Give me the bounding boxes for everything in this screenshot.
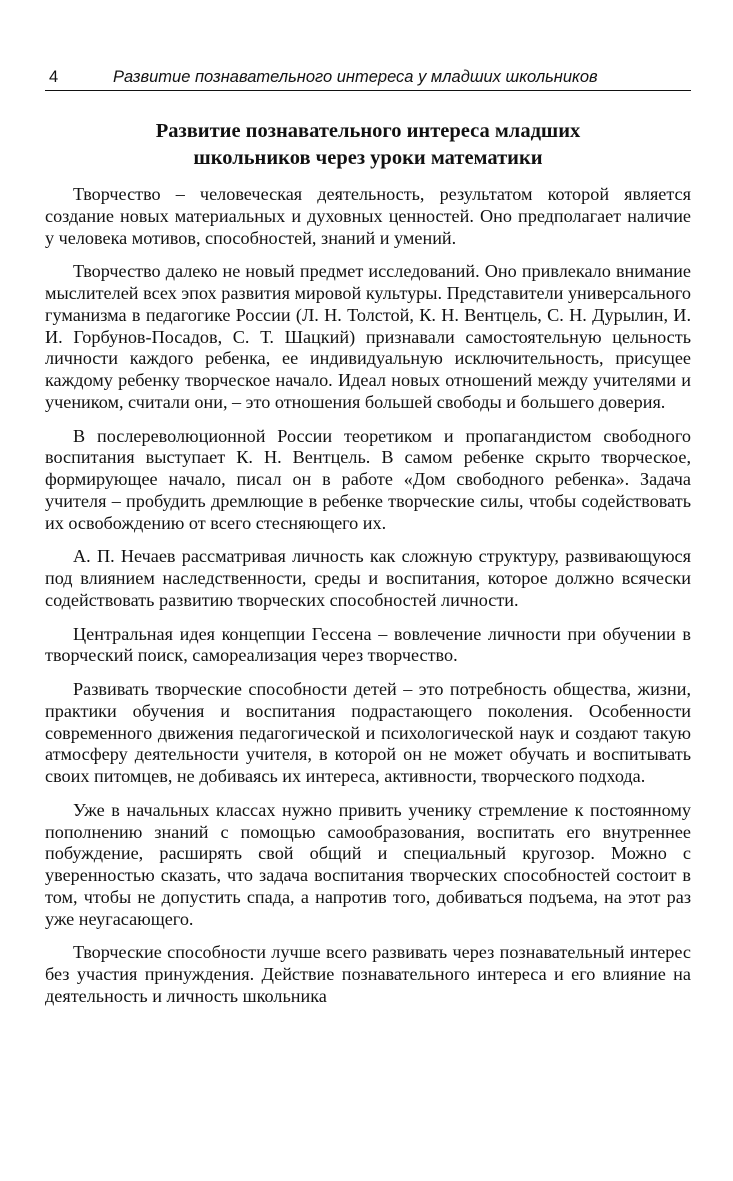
article-title [45, 118, 691, 172]
article-title-line-1: Развитие познавательного интереса младших [155, 120, 581, 142]
paragraph-4: А. П. Нечаев рассматривая личность как сложную структуру, развивающуюся под влиянием наследственности, среды и воспитания, которое должно всячески содействовать развитию творческих способностей личности. [45, 546, 691, 610]
paragraph-6: Развивать творческие способности детей – это потребность общества, жизни, практики обучения и воспитания подрастающего поколения. Особенности современного движения педагогической и психологической наук и создают такую атмосферу деятельности учителя, в которой он не может обучать и воспитывать своих питомцев, не добиваясь их интереса, активности, творческого подхода. [45, 679, 691, 786]
article-title-line-2: школьников через уроки математики [193, 147, 543, 169]
paragraph-8: Творческие способности лучше всего развивать через познавательный интерес без участия принуждения. Действие познавательного интереса и его влияние на деятельность и личность школьника [45, 942, 691, 1006]
body-text [45, 184, 691, 1020]
paragraph-7: Уже в начальных классах нужно привить ученику стремление к постоянному пополнению знаний с помощью самообразования, воспитать его внутреннее побуждение, расширять свой общий и специальный кругозор. Можно с уверенностью сказать, что задача воспитания творческих способностей состоит в том, чтобы не допустить спада, а напротив того, добиваться подъема, на этот раз уже неугасающего. [45, 799, 691, 929]
paragraph-3: В послереволюционной России теоретиком и пропагандистом свободного воспитания выступает К. Н. Вентцель. В самом ребенке скрыто творческое, формирующее начало, писал он в работе «Дом свободного ребенка». Задача учителя – пробудить дремлющие в ребенке творческие силы, чтобы содействовать их освобождению от всего стесняющего их. [45, 425, 691, 533]
paragraph-1: Творчество – человеческая деятельность, результатом которой является создание новых материальных и духовных ценностей. Оно предполагает наличие у человека мотивов, способностей, знаний и умений. [45, 184, 691, 248]
running-title: Развитие познавательного интереса у младших школьников [113, 68, 598, 86]
page-number: 4 [49, 68, 59, 86]
running-header [45, 66, 691, 91]
paragraph-5: Центральная идея концепции Гессена – вовлечение личности при обучении в творческий поиск, самореализация через творчество. [45, 623, 691, 666]
paragraph-2: Творчество далеко не новый предмет исследований. Оно привлекало внимание мыслителей всех эпох развития мировой культуры. Представители универсального гуманизма в педагогике России (Л. Н. Толстой, К. Н. Вентцель, С. Н. Дурылин, И. И. Горбунов-Посадов, С. Т. Шацкий) признавали самостоятельную цельность личности каждого ребенка, ее индивидуальную исключительность, присущее каждому ребенку творческое начало. Идеал новых отношений между учителями и учеником, считали они, – это отношения большей свободы и большего доверия. [45, 261, 691, 412]
